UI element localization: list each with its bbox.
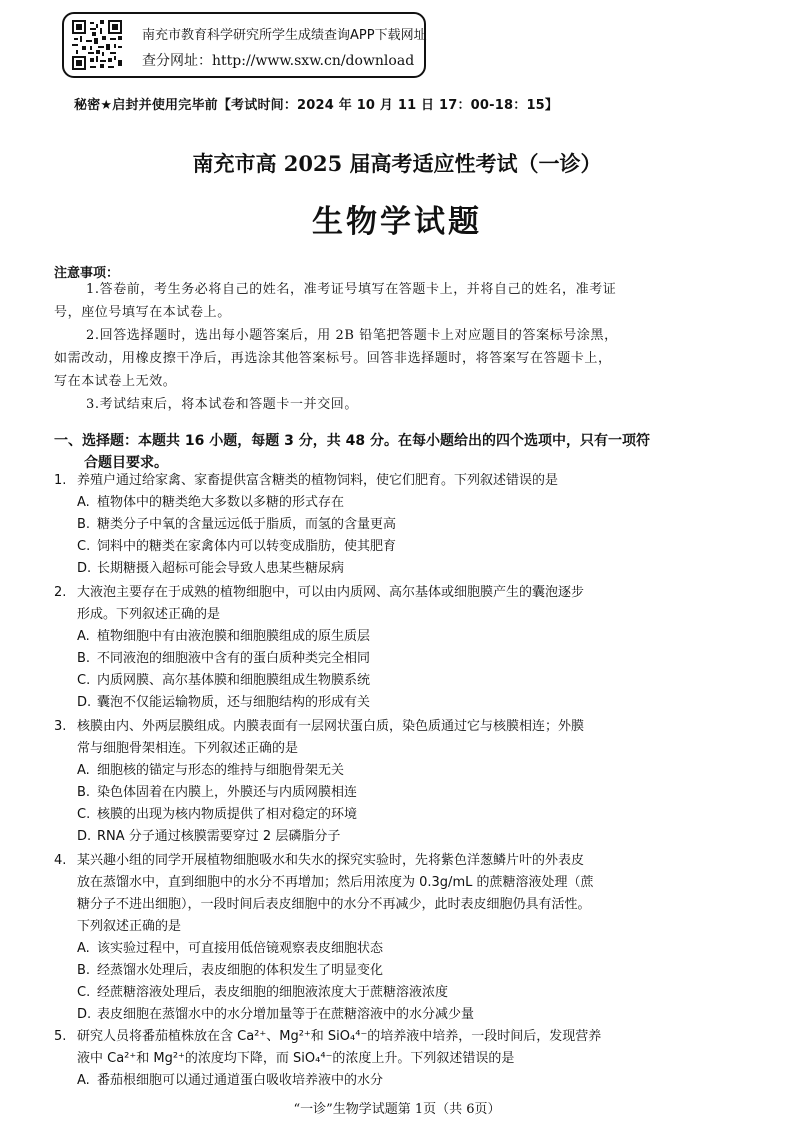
subject-title: 生物学试题 <box>312 204 482 240</box>
option-c[interactable]: C. 经蔗糖溶液处理后，表皮细胞的细胞液浓度大于蔗糖溶液浓度 <box>77 985 449 1000</box>
option-d[interactable]: D. 长期糖摄入超标可能会导致人患某些糖尿病 <box>77 561 345 576</box>
option-b[interactable]: B. 糖类分子中氧的含量远远低于脂质，而氢的含量更高 <box>77 517 397 532</box>
option-b[interactable]: B. 经蒸馏水处理后，表皮细胞的体积发生了明显变化 <box>77 963 384 978</box>
notice-line: 号，座位号填写在本试卷上。 <box>54 305 231 320</box>
section-heading-line: 合题目要求。 <box>84 455 168 471</box>
question-number: 1. <box>54 473 67 488</box>
option-b[interactable]: B. 不同液泡的细胞液中含有的蛋白质种类完全相同 <box>77 651 371 666</box>
section-heading <box>54 430 744 474</box>
option-a[interactable]: A. 植物细胞中有由液泡膜和细胞膜组成的原生质层 <box>77 629 371 644</box>
qr-code-icon <box>72 20 122 70</box>
notice-line: 如需改动，用橡皮擦干净后，再选涂其他答案标号。回答非选择题时，将答案写在答题卡上， <box>54 351 612 366</box>
page-footer: “一诊”生物学试题第 1页（共 6页） <box>293 1102 501 1117</box>
question-stem: 研究人员将番茄植株放在含 Ca²⁺、Mg²⁺和 SiO₄⁴⁻的培养液中培养，一段时间后，发现营养 <box>77 1029 602 1044</box>
question-stem: 某兴趣小组的同学开展植物细胞吸水和失水的探究实验时，先将紫色洋葱鳞片叶的外表皮 <box>77 853 585 868</box>
download-url-label: 南充市教育科学研究所学生成绩查询APP下载网址 <box>142 28 427 43</box>
question-3 <box>54 716 744 848</box>
option-c[interactable]: C. 内质网膜、高尔基体膜和细胞膜组成生物膜系统 <box>77 673 371 688</box>
download-info-box <box>62 12 426 78</box>
notice-line: 写在本试卷上无效。 <box>54 374 177 389</box>
question-stem: 大液泡主要存在于成熟的植物细胞中，可以由内质网、高尔基体或细胞膜产生的囊泡逐步 <box>77 585 585 600</box>
question-number: 3. <box>54 719 67 734</box>
question-number: 4. <box>54 853 67 868</box>
question-stem: 糖分子不进出细胞），一段时间后表皮细胞中的水分不再减少，此时表皮细胞仍具有活性。 <box>77 897 591 912</box>
question-number: 5. <box>54 1029 67 1044</box>
option-c[interactable]: C. 饲料中的糖类在家禽体内可以转变成脂肪，使其肥育 <box>77 539 397 554</box>
question-stem: 养殖户通过给家禽、家畜提供富含糖类的植物饲料，使它们肥育。下列叙述错误的是 <box>77 473 559 488</box>
question-5 <box>54 1026 744 1092</box>
notice-heading: 注意事项： <box>54 266 120 281</box>
notice-item-1 <box>54 278 740 324</box>
exam-title: 南充市高 2025 届高考适应性考试（一诊） <box>192 151 602 176</box>
section-heading-line: 一、选择题：本题共 16 小题，每题 3 分，共 48 分。在每小题给出的四个选项中，只有一项符 <box>54 433 650 449</box>
notice-item-3 <box>54 393 740 416</box>
score-query-url[interactable]: 查分网址：http://www.sxw.cn/download <box>142 53 415 69</box>
option-c[interactable]: C. 核膜的出现为核内物质提供了相对稳定的环境 <box>77 807 358 822</box>
question-stem: 液中 Ca²⁺和 Mg²⁺的浓度均下降，而 SiO₄⁴⁻的浓度上升。下列叙述错误的是 <box>77 1051 515 1066</box>
question-stem: 形成。下列叙述正确的是 <box>77 607 221 622</box>
question-2 <box>54 582 744 714</box>
option-d[interactable]: D. 表皮细胞在蒸馏水中的水分增加量等于在蔗糖溶液中的水分减少量 <box>77 1007 475 1022</box>
notice-line: 2.回答选择题时，选出每小题答案后，用 2B 铅笔把答题卡上对应题目的答案标号涂黑， <box>86 328 618 343</box>
option-a[interactable]: A. 番茄根细胞可以通过通道蛋白吸收培养液中的水分 <box>77 1073 384 1088</box>
question-stem: 下列叙述正确的是 <box>77 919 182 934</box>
question-4 <box>54 850 744 1026</box>
option-a[interactable]: A. 该实验过程中，可直接用低倍镜观察表皮细胞状态 <box>77 941 384 956</box>
option-a[interactable]: A. 植物体中的糖类绝大多数以多糖的形式存在 <box>77 495 345 510</box>
option-b[interactable]: B. 染色体固着在内膜上，外膜还与内质网膜相连 <box>77 785 358 800</box>
notice-item-2 <box>54 324 740 393</box>
option-d[interactable]: D. RNA 分子通过核膜需要穿过 2 层磷脂分子 <box>77 829 341 844</box>
question-stem: 核膜由内、外两层膜组成。内膜表面有一层网状蛋白质，染色质通过它与核膜相连；外膜 <box>77 719 585 734</box>
option-d[interactable]: D. 囊泡不仅能运输物质，还与细胞结构的形成有关 <box>77 695 371 710</box>
exam-time-line: 秘密★启封并使用完毕前【考试时间：2024 年 10 月 11 日 17：00-18：15】 <box>74 98 559 113</box>
question-stem: 常与细胞骨架相连。下列叙述正确的是 <box>77 741 299 756</box>
question-1 <box>54 470 744 580</box>
notice-line: 1.答卷前，考生务必将自己的姓名，准考证号填写在答题卡上，并将自己的姓名，准考证 <box>86 282 617 297</box>
question-stem: 放在蒸馏水中，直到细胞中的水分不再增加；然后用浓度为 0.3g/mL 的蔗糖溶液处理（蔗 <box>77 875 594 890</box>
option-a[interactable]: A. 细胞核的锚定与形态的维持与细胞骨架无关 <box>77 763 345 778</box>
notice-line: 3.考试结束后，将本试卷和答题卡一并交回。 <box>86 397 359 412</box>
question-number: 2. <box>54 585 67 600</box>
